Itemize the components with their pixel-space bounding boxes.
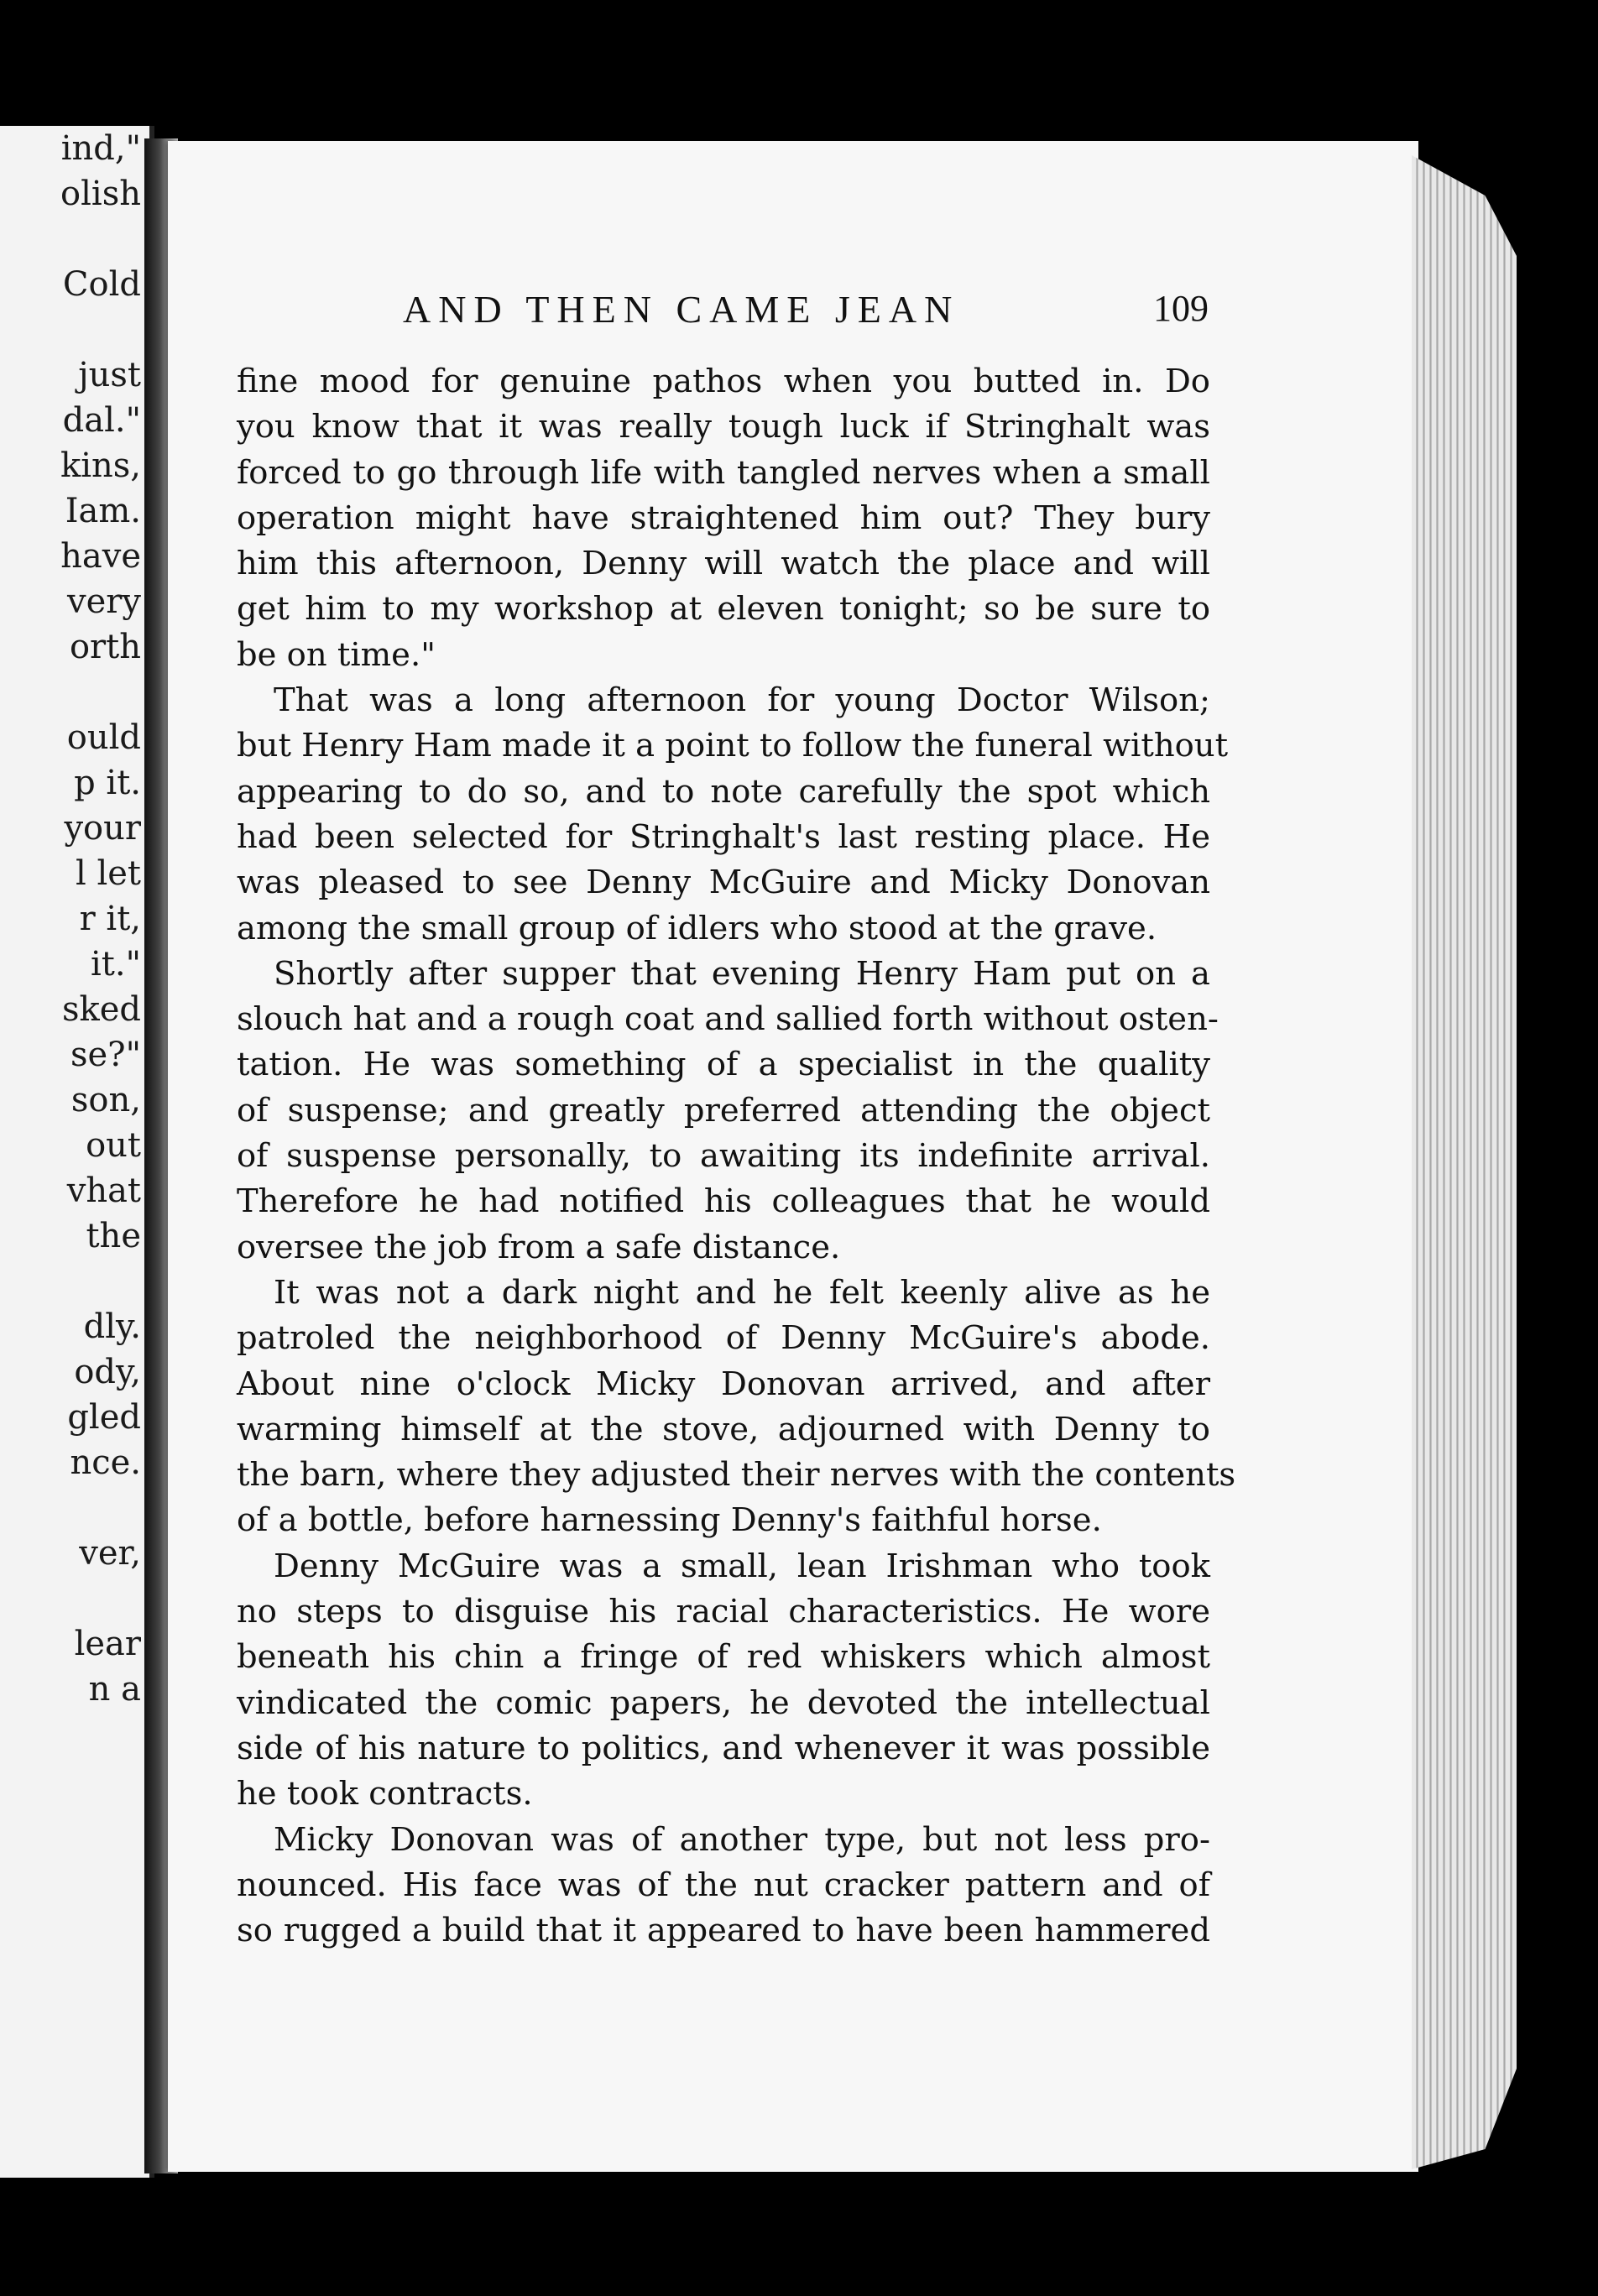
left-page-fragment: ind," [60, 129, 141, 168]
text-line: beneath his chin a fringe of red whiskers which almost [237, 1638, 1210, 1677]
text-line: among the small group of idlers who stood at the grave. [237, 909, 1157, 947]
text-line: slouch hat and a rough coat and sallied forth without osten- [237, 1000, 1219, 1039]
text-line: That was a long afternoon for young Doctor Wilson; [274, 681, 1210, 720]
left-page-fragment: gled [67, 1398, 141, 1437]
left-page-fragment: Cold [62, 265, 141, 304]
left-page-fragment: ould [66, 718, 141, 757]
left-facing-page [0, 126, 154, 2178]
left-page-fragment: have [60, 537, 141, 576]
text-line: had been selected for Stringhalt's last resting place. He [237, 817, 1210, 856]
text-line: he took contracts. [237, 1775, 533, 1813]
text-line: side of his nature to politics, and whenever it was possible [237, 1729, 1210, 1767]
text-line: Therefore he had notified his colleagues that he would [237, 1182, 1210, 1221]
left-page-fragment: l let [75, 854, 141, 893]
left-page-fragment: it." [91, 945, 141, 984]
page-edge-stack [1412, 155, 1517, 2169]
text-line: fine mood for genuine pathos when you butted in. Do [237, 363, 1210, 400]
left-page-fragment: the [86, 1217, 141, 1255]
left-page-fragment: out [86, 1126, 141, 1165]
left-page-fragment [60, 670, 141, 715]
left-page-fragment: sked [61, 990, 141, 1029]
text-line: was pleased to see Denny McGuire and Micky Donovan [237, 864, 1210, 902]
left-page-fragment: p it. [74, 764, 141, 802]
running-head-title: AND THEN CAME JEAN [403, 288, 960, 331]
text-line: forced to go through life with tangled nerves when a small [237, 453, 1210, 492]
left-page-fragment: dly. [83, 1307, 141, 1346]
text-line: be on time." [237, 635, 436, 674]
left-page-fragment: very [67, 582, 141, 621]
text-line: warming himself at the stove, adjourned with Denny to [237, 1410, 1210, 1448]
left-page-fragment: r it, [79, 900, 141, 938]
text-line: of a bottle, before harnessing Denny's faithful horse. [237, 1501, 1102, 1540]
text-line: the barn, where they adjusted their nerves with the contents [237, 1456, 1236, 1495]
left-page-fragment: olish [60, 175, 141, 213]
left-page-fragment: lear [74, 1625, 141, 1663]
text-line: Shortly after supper that evening Henry Ham put on a [274, 954, 1210, 993]
text-line: nounced. His face was of the nut cracker pattern and of [237, 1866, 1210, 1904]
text-line: vindicated the comic papers, he devoted the intellectual [237, 1683, 1210, 1722]
left-page-fragment: ody, [74, 1353, 141, 1391]
text-line: you know that it was really tough luck if Stringhalt was [237, 408, 1210, 446]
text-line: of suspense; and greatly preferred attending the object [237, 1091, 1210, 1130]
text-line: so rugged a build that it appeared to have been hammered [237, 1912, 1210, 1950]
left-page-fragment: dal." [62, 401, 141, 440]
left-page-fragment: your [64, 809, 141, 848]
left-page-fragment [60, 217, 141, 262]
body-text [237, 359, 1236, 1954]
left-page-fragment: Iam. [65, 492, 141, 530]
text-line: oversee the job from a safe distance. [237, 1228, 841, 1266]
left-page-fragment: se?" [70, 1036, 141, 1074]
text-line: operation might have straightened him out? They bury [237, 498, 1210, 537]
left-page-fragment: nce. [70, 1443, 141, 1482]
text-line: no steps to disguise his racial characteristics. He wore [237, 1593, 1210, 1631]
left-page-fragment [60, 1259, 141, 1304]
text-line: About nine o'clock Micky Donovan arrived, and after [237, 1365, 1210, 1403]
page-number: 109 [1153, 288, 1209, 329]
left-page-fragment: ver, [79, 1534, 141, 1573]
text-line: of suspense personally, to awaiting its indefinite arrival. [237, 1137, 1210, 1176]
text-line: tation. He was something of a specialist in the quality [237, 1046, 1210, 1084]
text-line: appearing to do so, and to note carefully the spot which [237, 772, 1210, 811]
left-page-fragment: n a [88, 1670, 141, 1709]
left-page-fragment: orth [69, 628, 141, 666]
running-head [235, 287, 1209, 341]
text-line: patroled the neighborhood of Denny McGuire's abode. [237, 1319, 1210, 1358]
text-line: Micky Donovan was of another type, but not less pro- [274, 1820, 1210, 1859]
left-page-fragment [60, 1576, 141, 1621]
left-page-fragment: vhat [66, 1171, 141, 1210]
left-page-fragment [60, 307, 141, 352]
text-line: but Henry Ham made it a point to follow the funeral without [237, 727, 1229, 765]
text-line: him this afternoon, Denny will watch the place and will [237, 545, 1210, 583]
text-line: get him to my workshop at eleven tonight; so be sure to [237, 590, 1210, 629]
left-page-text-fragments [60, 126, 141, 1712]
left-page-fragment [60, 1485, 141, 1531]
text-line: Denny McGuire was a small, lean Irishman who took [274, 1547, 1210, 1585]
left-page-fragment: just [78, 356, 141, 394]
left-page-fragment: kins, [60, 446, 141, 485]
left-page-fragment: son, [70, 1081, 141, 1119]
text-line: It was not a dark night and he felt keenly alive as he [274, 1273, 1210, 1312]
